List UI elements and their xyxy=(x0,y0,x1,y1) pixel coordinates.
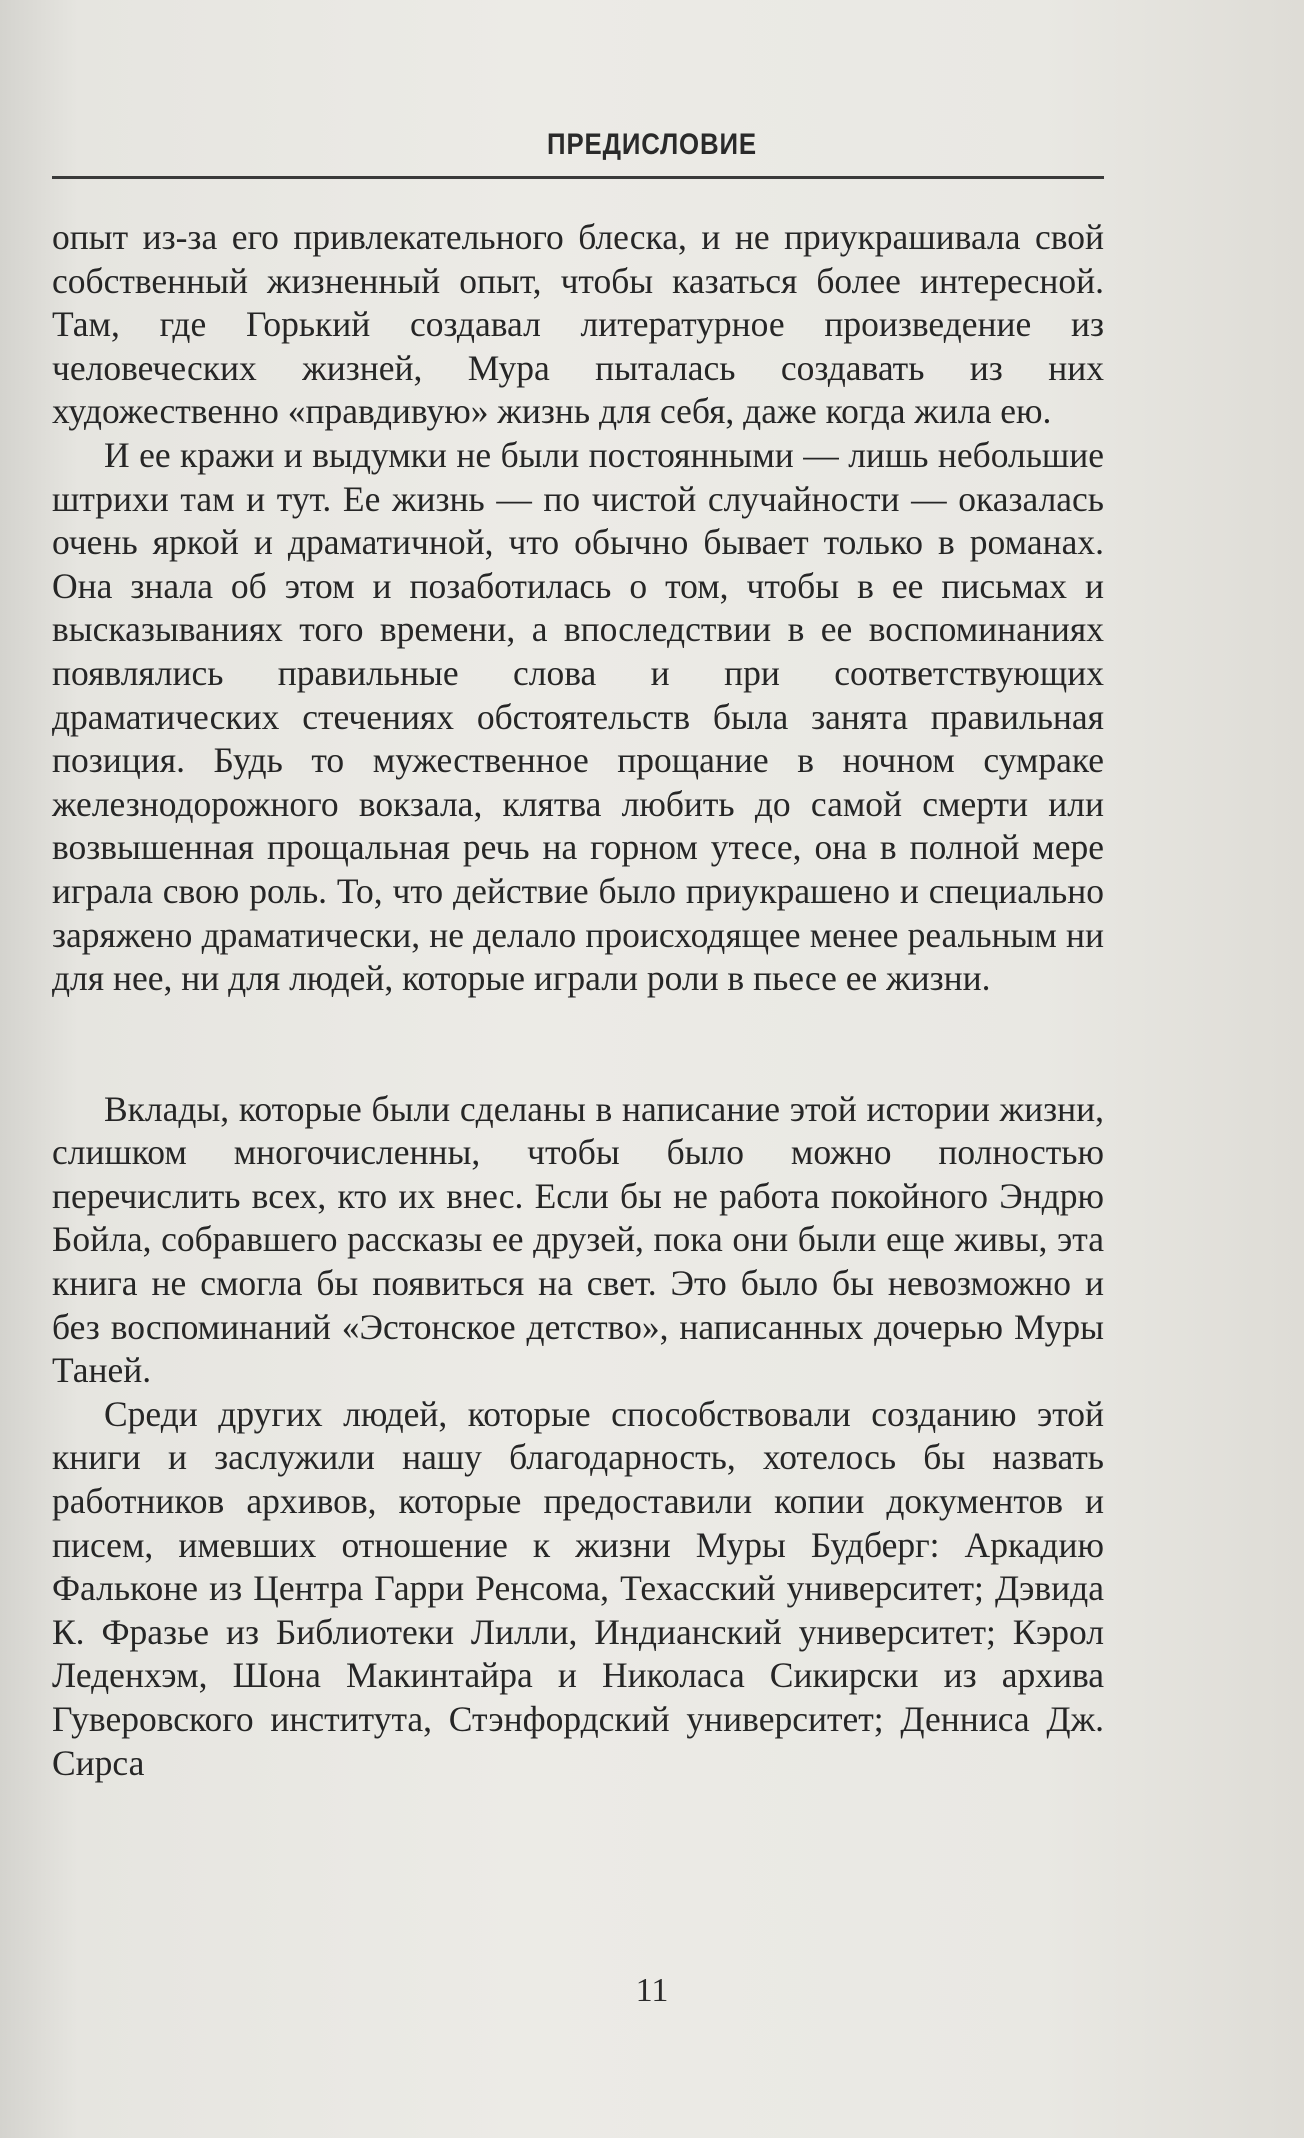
section-break xyxy=(52,1001,1104,1088)
page-number: 11 xyxy=(635,1972,669,2009)
running-head: ПРЕДИСЛОВИЕ xyxy=(547,128,757,161)
paragraph-2: И ее кражи и выдумки не были постоянными — лишь небольшие штрихи там и тут. Ее жизнь — по чистой случайности — оказалась очень яркой и драматичной, что обычно бывает только в романах. Она знала об этом и позаботилась о том, чтобы в ее письмах и высказываниях того времени, а впоследствии в ее воспоминаниях появлялись правильные слова и при соответствующих драматических стечениях обстоятельств была занята правильная позиция. Будь то мужественное прощание в ночном сумраке железнодорожного вокзала, клятва любить до самой смерти или возвышенная прощальная речь на горном утесе, она в полной мере играла свою роль. То, что действие было приукрашено и специально заряжено драматически, не делало происходящее менее реальным ни для нее, ни для людей, которые играли роли в пьесе ее жизни. xyxy=(52,434,1104,999)
body-text xyxy=(52,216,1104,1785)
header-rule xyxy=(52,176,1104,179)
paragraph-4: Среди других людей, которые способствовали созданию этой книги и заслужили нашу благодарность, хотелось бы назвать работников архивов, которые предоставили копии документов и писем, имевших отношение к жизни Муры Будберг: Аркадию Фальконе из Центра Гарри Ренсома, Техасский университет; Дэвида К. Фразье из Библиотеки Лилли, Индианский университет; Кэрол Леденхэм, Шона Макинтайра и Николаса Сикирски из архива Гуверовского института, Стэнфордский университет; Денниса Дж. Сирса xyxy=(52,1393,1104,1783)
paragraph-3: Вклады, которые были сделаны в написание этой истории жизни, слишком многочисленны, чтобы было можно полностью перечислить всех, кто их внес. Если бы не работа покойного Эндрю Бойла, собравшего рассказы ее друзей, пока они были еще живы, эта книга не смогла бы появиться на свет. Это было бы невозможно и без воспоминаний «Эстонское детство», написанных дочерью Муры Таней. xyxy=(52,1088,1104,1391)
paragraph-1: опыт из-за его привлекательного блеска, и не приукрашивала свой собственный жизненный опыт, чтобы казаться более интересной. Там, где Горький создавал литературное произведение из человеческих жизней, Мура пыталась создавать из них художественно «правдивую» жизнь для себя, даже когда жила ею. xyxy=(52,217,1104,432)
